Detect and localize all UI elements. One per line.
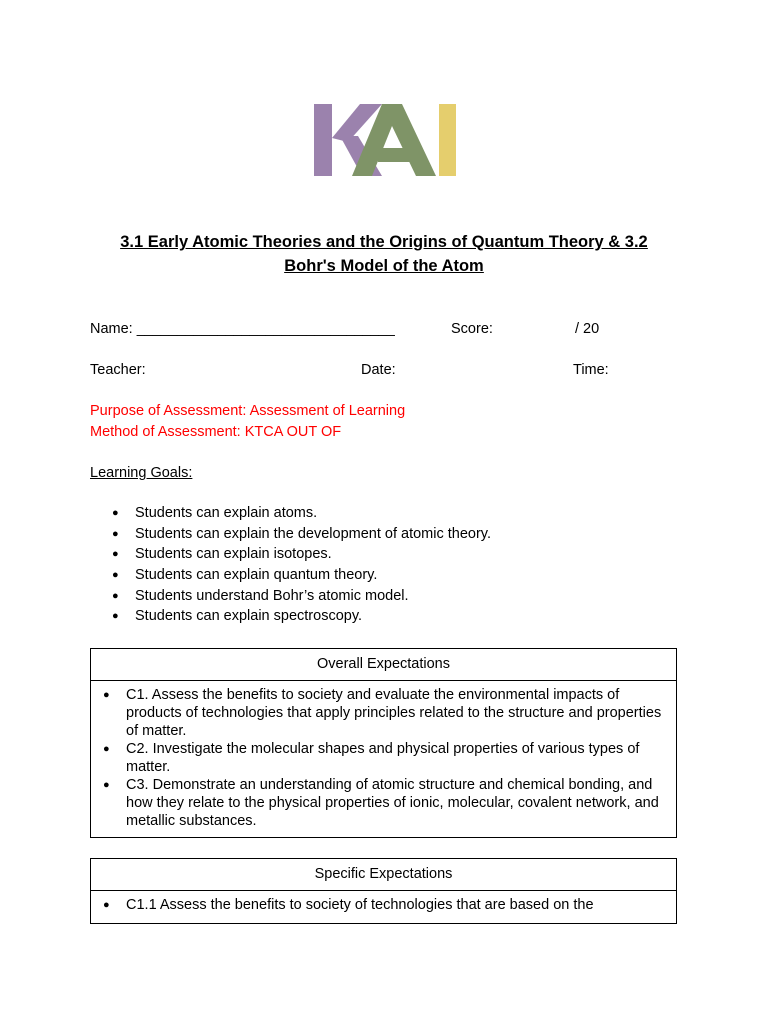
list-item: ● C1.1 Assess the benefits to society of technologies that are based on the bbox=[91, 896, 666, 914]
overall-expectations-list bbox=[91, 681, 676, 836]
name-field[interactable]: Name: ________________________________ bbox=[90, 321, 395, 337]
list-item: ● Students can explain spectroscopy. bbox=[90, 606, 491, 627]
list-item: ● Students can explain isotopes. bbox=[90, 544, 491, 565]
overall-expectations-heading: Overall Expectations bbox=[91, 649, 676, 681]
specific-expectations-list bbox=[91, 891, 676, 920]
specific-expectations-table bbox=[90, 858, 677, 924]
time-field[interactable]: Time: bbox=[573, 362, 609, 378]
list-item: ● C1. Assess the benefits to society and evaluate the environmental impacts of products of technologies that apply principles related to the structure and properties of matter. bbox=[91, 686, 666, 740]
list-item: ● Students can explain the development of atomic theory. bbox=[90, 524, 491, 545]
teacher-field[interactable]: Teacher: bbox=[90, 362, 146, 378]
title-line-1: 3.1 Early Atomic Theories and the Origins of Quantum Theory & 3.2 bbox=[120, 233, 648, 251]
title-line-2: Bohr's Model of the Atom bbox=[284, 257, 484, 275]
kai-logo bbox=[314, 104, 458, 176]
list-item: ● Students can explain atoms. bbox=[90, 503, 491, 524]
score-label: Score: bbox=[451, 321, 493, 337]
learning-goals-list bbox=[90, 503, 491, 627]
list-item: ● C2. Investigate the molecular shapes and physical properties of various types of matter. bbox=[91, 740, 666, 776]
specific-expectations-heading: Specific Expectations bbox=[91, 859, 676, 891]
list-item: ● C3. Demonstrate an understanding of atomic structure and chemical bonding, and how they relate to the physical properties of ionic, molecular, covalent network, and metallic substances. bbox=[91, 776, 666, 830]
document-title bbox=[60, 230, 708, 278]
list-item: ● Students can explain quantum theory. bbox=[90, 565, 491, 586]
score-total: / 20 bbox=[575, 321, 600, 337]
assessment-purpose: Purpose of Assessment: Assessment of Learning bbox=[90, 403, 406, 419]
date-field[interactable]: Date: bbox=[361, 362, 396, 378]
overall-expectations-table bbox=[90, 648, 677, 838]
learning-goals-heading: Learning Goals: bbox=[90, 465, 193, 481]
assessment-method: Method of Assessment: KTCA OUT OF bbox=[90, 424, 342, 440]
list-item: ● Students understand Bohr’s atomic model. bbox=[90, 586, 491, 607]
